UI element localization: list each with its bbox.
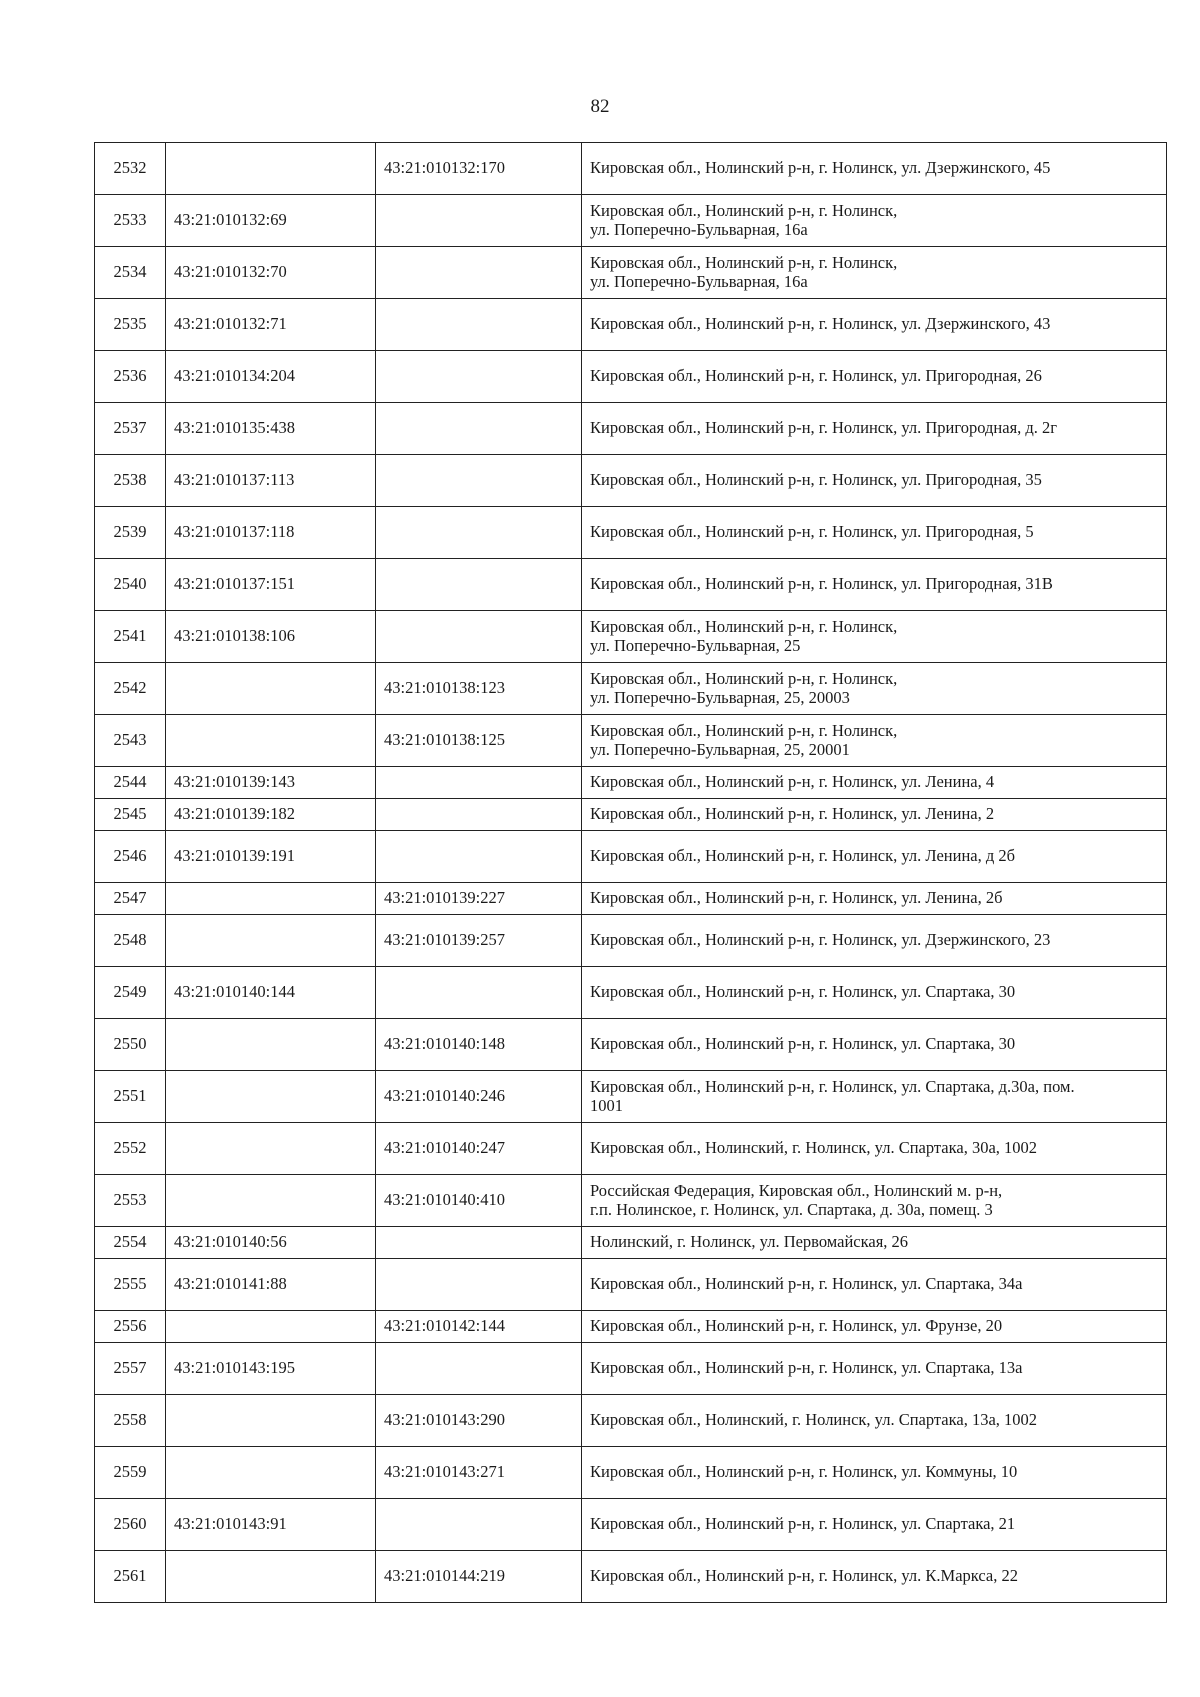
row-number-cell: 2551 — [95, 1071, 166, 1123]
table-row — [95, 299, 1167, 351]
table-row — [95, 1447, 1167, 1499]
row-number-cell: 2537 — [95, 403, 166, 455]
row-number-cell: 2559 — [95, 1447, 166, 1499]
object-cadastral-number-cell — [376, 247, 582, 299]
object-cadastral-number-cell — [376, 1259, 582, 1311]
land-cadastral-number-cell: 43:21:010137:151 — [166, 559, 376, 611]
row-number-cell: 2533 — [95, 195, 166, 247]
land-cadastral-number-cell — [166, 663, 376, 715]
object-cadastral-number-cell — [376, 1499, 582, 1551]
object-cadastral-number-cell — [376, 195, 582, 247]
land-cadastral-number-cell: 43:21:010135:438 — [166, 403, 376, 455]
table-row — [95, 455, 1167, 507]
table-row — [95, 247, 1167, 299]
table-row — [95, 1395, 1167, 1447]
object-cadastral-number-cell: 43:21:010140:148 — [376, 1019, 582, 1071]
row-number-cell: 2553 — [95, 1175, 166, 1227]
address-cell: Кировская обл., Нолинский р-н, г. Нолинск, ул. Фрунзе, 20 — [582, 1311, 1167, 1343]
row-number-cell: 2549 — [95, 967, 166, 1019]
table-row — [95, 1123, 1167, 1175]
table-row — [95, 1499, 1167, 1551]
object-cadastral-number-cell — [376, 767, 582, 799]
land-cadastral-number-cell: 43:21:010141:88 — [166, 1259, 376, 1311]
row-number-cell: 2557 — [95, 1343, 166, 1395]
object-cadastral-number-cell: 43:21:010132:170 — [376, 143, 582, 195]
object-cadastral-number-cell: 43:21:010138:125 — [376, 715, 582, 767]
address-cell: Кировская обл., Нолинский р-н, г. Нолинск, ул. Спартака, 30 — [582, 967, 1167, 1019]
row-number-cell: 2536 — [95, 351, 166, 403]
land-cadastral-number-cell — [166, 1175, 376, 1227]
land-cadastral-number-cell: 43:21:010132:69 — [166, 195, 376, 247]
row-number-cell: 2548 — [95, 915, 166, 967]
object-cadastral-number-cell — [376, 1343, 582, 1395]
table-row — [95, 883, 1167, 915]
object-cadastral-number-cell: 43:21:010139:257 — [376, 915, 582, 967]
object-cadastral-number-cell — [376, 507, 582, 559]
address-cell: Кировская обл., Нолинский р-н, г. Нолинск, ул. Дзержинского, 45 — [582, 143, 1167, 195]
object-cadastral-number-cell: 43:21:010140:247 — [376, 1123, 582, 1175]
object-cadastral-number-cell: 43:21:010138:123 — [376, 663, 582, 715]
address-cell: Кировская обл., Нолинский р-н, г. Нолинск, ул. Спартака, 34а — [582, 1259, 1167, 1311]
land-cadastral-number-cell: 43:21:010143:91 — [166, 1499, 376, 1551]
land-cadastral-number-cell — [166, 1123, 376, 1175]
row-number-cell: 2554 — [95, 1227, 166, 1259]
land-cadastral-number-cell: 43:21:010139:143 — [166, 767, 376, 799]
address-cell: Кировская обл., Нолинский р-н, г. Нолинск, ул. Поперечно-Бульварная, 16а — [582, 195, 1167, 247]
row-number-cell: 2546 — [95, 831, 166, 883]
table-row — [95, 663, 1167, 715]
table-row — [95, 1227, 1167, 1259]
address-cell: Кировская обл., Нолинский р-н, г. Нолинск, ул. Коммуны, 10 — [582, 1447, 1167, 1499]
address-cell: Кировская обл., Нолинский р-н, г. Нолинск, ул. Поперечно-Бульварная, 25, 20003 — [582, 663, 1167, 715]
address-cell: Российская Федерация, Кировская обл., Нолинский м. р-н, г.п. Нолинское, г. Нолинск, ул. Спартака, д. 30а, помещ. 3 — [582, 1175, 1167, 1227]
cadastral-table — [94, 142, 1167, 1603]
address-cell: Кировская обл., Нолинский р-н, г. Нолинск, ул. Поперечно-Бульварная, 16а — [582, 247, 1167, 299]
object-cadastral-number-cell: 43:21:010140:246 — [376, 1071, 582, 1123]
address-cell: Кировская обл., Нолинский р-н, г. Нолинск, ул. Спартака, 30 — [582, 1019, 1167, 1071]
land-cadastral-number-cell — [166, 1447, 376, 1499]
row-number-cell: 2556 — [95, 1311, 166, 1343]
address-cell: Кировская обл., Нолинский р-н, г. Нолинск, ул. Поперечно-Бульварная, 25 — [582, 611, 1167, 663]
table-row — [95, 831, 1167, 883]
table-row — [95, 1175, 1167, 1227]
object-cadastral-number-cell — [376, 611, 582, 663]
table-row — [95, 507, 1167, 559]
address-cell: Кировская обл., Нолинский р-н, г. Нолинск, ул. Спартака, 13а — [582, 1343, 1167, 1395]
table-row — [95, 1343, 1167, 1395]
table-row — [95, 351, 1167, 403]
land-cadastral-number-cell: 43:21:010140:56 — [166, 1227, 376, 1259]
address-cell: Кировская обл., Нолинский р-н, г. Нолинск, ул. Пригородная, 31В — [582, 559, 1167, 611]
table-row — [95, 403, 1167, 455]
land-cadastral-number-cell: 43:21:010140:144 — [166, 967, 376, 1019]
row-number-cell: 2534 — [95, 247, 166, 299]
table-row — [95, 143, 1167, 195]
address-cell: Кировская обл., Нолинский р-н, г. Нолинск, ул. Дзержинского, 23 — [582, 915, 1167, 967]
table-row — [95, 715, 1167, 767]
object-cadastral-number-cell: 43:21:010140:410 — [376, 1175, 582, 1227]
table-row — [95, 559, 1167, 611]
row-number-cell: 2543 — [95, 715, 166, 767]
row-number-cell: 2558 — [95, 1395, 166, 1447]
address-cell: Кировская обл., Нолинский р-н, г. Нолинск, ул. Пригородная, д. 2г — [582, 403, 1167, 455]
land-cadastral-number-cell — [166, 143, 376, 195]
land-cadastral-number-cell: 43:21:010132:71 — [166, 299, 376, 351]
table-row — [95, 1311, 1167, 1343]
land-cadastral-number-cell: 43:21:010143:195 — [166, 1343, 376, 1395]
object-cadastral-number-cell — [376, 351, 582, 403]
address-cell: Кировская обл., Нолинский р-н, г. Нолинск, ул. Спартака, д.30а, пом. 1001 — [582, 1071, 1167, 1123]
object-cadastral-number-cell: 43:21:010139:227 — [376, 883, 582, 915]
table-row — [95, 967, 1167, 1019]
table-row — [95, 1551, 1167, 1603]
object-cadastral-number-cell: 43:21:010144:219 — [376, 1551, 582, 1603]
row-number-cell: 2544 — [95, 767, 166, 799]
row-number-cell: 2538 — [95, 455, 166, 507]
table-row — [95, 195, 1167, 247]
row-number-cell: 2539 — [95, 507, 166, 559]
row-number-cell: 2547 — [95, 883, 166, 915]
table-row — [95, 915, 1167, 967]
address-cell: Кировская обл., Нолинский р-н, г. Нолинск, ул. Ленина, 2б — [582, 883, 1167, 915]
row-number-cell: 2560 — [95, 1499, 166, 1551]
object-cadastral-number-cell — [376, 455, 582, 507]
land-cadastral-number-cell — [166, 1551, 376, 1603]
land-cadastral-number-cell: 43:21:010137:113 — [166, 455, 376, 507]
address-cell: Нолинский, г. Нолинск, ул. Первомайская, 26 — [582, 1227, 1167, 1259]
row-number-cell: 2545 — [95, 799, 166, 831]
address-cell: Кировская обл., Нолинский р-н, г. Нолинск, ул. Пригородная, 26 — [582, 351, 1167, 403]
address-cell: Кировская обл., Нолинский, г. Нолинск, ул. Спартака, 13а, 1002 — [582, 1395, 1167, 1447]
row-number-cell: 2555 — [95, 1259, 166, 1311]
object-cadastral-number-cell: 43:21:010143:290 — [376, 1395, 582, 1447]
land-cadastral-number-cell — [166, 1019, 376, 1071]
object-cadastral-number-cell — [376, 799, 582, 831]
land-cadastral-number-cell — [166, 915, 376, 967]
table-row — [95, 767, 1167, 799]
address-cell: Кировская обл., Нолинский, г. Нолинск, ул. Спартака, 30а, 1002 — [582, 1123, 1167, 1175]
row-number-cell: 2542 — [95, 663, 166, 715]
table-row — [95, 1071, 1167, 1123]
address-cell: Кировская обл., Нолинский р-н, г. Нолинск, ул. Ленина, 4 — [582, 767, 1167, 799]
land-cadastral-number-cell — [166, 1071, 376, 1123]
land-cadastral-number-cell: 43:21:010139:182 — [166, 799, 376, 831]
address-cell: Кировская обл., Нолинский р-н, г. Нолинск, ул. К.Маркса, 22 — [582, 1551, 1167, 1603]
land-cadastral-number-cell: 43:21:010138:106 — [166, 611, 376, 663]
land-cadastral-number-cell — [166, 1395, 376, 1447]
table-row — [95, 1019, 1167, 1071]
address-cell: Кировская обл., Нолинский р-н, г. Нолинск, ул. Пригородная, 35 — [582, 455, 1167, 507]
land-cadastral-number-cell: 43:21:010137:118 — [166, 507, 376, 559]
object-cadastral-number-cell — [376, 967, 582, 1019]
land-cadastral-number-cell: 43:21:010139:191 — [166, 831, 376, 883]
page-number: 82 — [590, 96, 610, 117]
object-cadastral-number-cell — [376, 831, 582, 883]
address-cell: Кировская обл., Нолинский р-н, г. Нолинск, ул. Спартака, 21 — [582, 1499, 1167, 1551]
land-cadastral-number-cell — [166, 715, 376, 767]
row-number-cell: 2552 — [95, 1123, 166, 1175]
land-cadastral-number-cell — [166, 883, 376, 915]
address-cell: Кировская обл., Нолинский р-н, г. Нолинск, ул. Ленина, д 2б — [582, 831, 1167, 883]
object-cadastral-number-cell: 43:21:010142:144 — [376, 1311, 582, 1343]
row-number-cell: 2532 — [95, 143, 166, 195]
land-cadastral-number-cell — [166, 1311, 376, 1343]
address-cell: Кировская обл., Нолинский р-н, г. Нолинск, ул. Дзержинского, 43 — [582, 299, 1167, 351]
table-row — [95, 611, 1167, 663]
object-cadastral-number-cell — [376, 559, 582, 611]
object-cadastral-number-cell — [376, 403, 582, 455]
table-body — [95, 143, 1167, 1603]
row-number-cell: 2541 — [95, 611, 166, 663]
object-cadastral-number-cell — [376, 1227, 582, 1259]
table-row — [95, 1259, 1167, 1311]
address-cell: Кировская обл., Нолинский р-н, г. Нолинск, ул. Пригородная, 5 — [582, 507, 1167, 559]
row-number-cell: 2550 — [95, 1019, 166, 1071]
row-number-cell: 2561 — [95, 1551, 166, 1603]
object-cadastral-number-cell — [376, 299, 582, 351]
land-cadastral-number-cell: 43:21:010134:204 — [166, 351, 376, 403]
row-number-cell: 2535 — [95, 299, 166, 351]
land-cadastral-number-cell: 43:21:010132:70 — [166, 247, 376, 299]
address-cell: Кировская обл., Нолинский р-н, г. Нолинск, ул. Поперечно-Бульварная, 25, 20001 — [582, 715, 1167, 767]
object-cadastral-number-cell: 43:21:010143:271 — [376, 1447, 582, 1499]
table-row — [95, 799, 1167, 831]
row-number-cell: 2540 — [95, 559, 166, 611]
address-cell: Кировская обл., Нолинский р-н, г. Нолинск, ул. Ленина, 2 — [582, 799, 1167, 831]
